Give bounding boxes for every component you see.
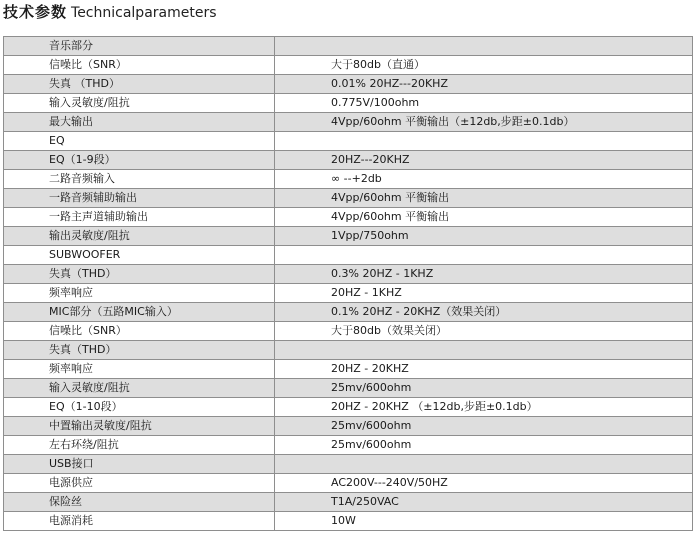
param-label: 信噪比（SNR） bbox=[4, 322, 275, 341]
table-row bbox=[4, 360, 693, 379]
parameters-table-body bbox=[4, 37, 693, 531]
param-label: SUBWOOFER bbox=[4, 246, 275, 265]
table-row bbox=[4, 303, 693, 322]
param-label: 信噪比（SNR） bbox=[4, 56, 275, 75]
param-label: 最大输出 bbox=[4, 113, 275, 132]
table-row bbox=[4, 37, 693, 56]
param-value bbox=[275, 341, 693, 360]
param-label: 中置输出灵敏度/阻抗 bbox=[4, 417, 275, 436]
page-header bbox=[0, 0, 695, 34]
param-label: EQ（1-10段） bbox=[4, 398, 275, 417]
table-row bbox=[4, 398, 693, 417]
param-label: 频率响应 bbox=[4, 360, 275, 379]
param-label: 电源消耗 bbox=[4, 512, 275, 531]
table-row bbox=[4, 208, 693, 227]
param-value: 0.3% 20HZ - 1KHZ bbox=[275, 265, 693, 284]
param-value: AC200V---240V/50HZ bbox=[275, 474, 693, 493]
param-label: 失真 （THD） bbox=[4, 75, 275, 94]
param-label: 失真（THD） bbox=[4, 265, 275, 284]
param-label: EQ（1-9段） bbox=[4, 151, 275, 170]
table-row bbox=[4, 455, 693, 474]
table-row bbox=[4, 436, 693, 455]
table-row bbox=[4, 94, 693, 113]
param-value: 大于80db（效果关闭） bbox=[275, 322, 693, 341]
param-value bbox=[275, 37, 693, 56]
param-label: EQ bbox=[4, 132, 275, 151]
param-label: 一路音频辅助输出 bbox=[4, 189, 275, 208]
param-label: MIC部分（五路MIC输入） bbox=[4, 303, 275, 322]
param-label: 输入灵敏度/阻抗 bbox=[4, 379, 275, 398]
param-label: 电源供应 bbox=[4, 474, 275, 493]
param-label: 输入灵敏度/阻抗 bbox=[4, 94, 275, 113]
param-value: 1Vpp/750ohm bbox=[275, 227, 693, 246]
param-value: 25mv/600ohm bbox=[275, 379, 693, 398]
param-value: 4Vpp/60ohm 平衡输出（±12db,步距±0.1db） bbox=[275, 113, 693, 132]
page-title bbox=[3, 1, 217, 22]
table-row bbox=[4, 474, 693, 493]
param-label: 二路音频输入 bbox=[4, 170, 275, 189]
table-row bbox=[4, 189, 693, 208]
param-value: 0.1% 20HZ - 20KHZ（效果关闭） bbox=[275, 303, 693, 322]
table-row bbox=[4, 75, 693, 94]
param-value: 25mv/600ohm bbox=[275, 436, 693, 455]
table-row bbox=[4, 341, 693, 360]
param-value: 0.01% 20HZ---20KHZ bbox=[275, 75, 693, 94]
param-label: 一路主声道辅助输出 bbox=[4, 208, 275, 227]
title-english: Technicalparameters bbox=[71, 5, 217, 21]
param-value: 20HZ - 20KHZ bbox=[275, 360, 693, 379]
param-label: USB接口 bbox=[4, 455, 275, 474]
param-label: 左右环绕/阻抗 bbox=[4, 436, 275, 455]
param-label: 失真（THD） bbox=[4, 341, 275, 360]
table-row bbox=[4, 417, 693, 436]
param-value bbox=[275, 246, 693, 265]
param-value: 4Vpp/60ohm 平衡输出 bbox=[275, 189, 693, 208]
table-row bbox=[4, 151, 693, 170]
table-row bbox=[4, 493, 693, 512]
param-label: 频率响应 bbox=[4, 284, 275, 303]
param-label: 输出灵敏度/阻抗 bbox=[4, 227, 275, 246]
table-row bbox=[4, 379, 693, 398]
table-row bbox=[4, 170, 693, 189]
param-value: 20HZ - 1KHZ bbox=[275, 284, 693, 303]
table-row bbox=[4, 284, 693, 303]
table-row bbox=[4, 265, 693, 284]
table-row bbox=[4, 322, 693, 341]
param-value: 大于80db（直通） bbox=[275, 56, 693, 75]
parameters-table bbox=[3, 36, 693, 531]
param-value: 0.775V/100ohm bbox=[275, 94, 693, 113]
param-value: 25mv/600ohm bbox=[275, 417, 693, 436]
param-value bbox=[275, 455, 693, 474]
table-row bbox=[4, 512, 693, 531]
table-row bbox=[4, 132, 693, 151]
table-row bbox=[4, 56, 693, 75]
table-row bbox=[4, 246, 693, 265]
param-value: T1A/250VAC bbox=[275, 493, 693, 512]
param-value: 20HZ - 20KHZ （±12db,步距±0.1db） bbox=[275, 398, 693, 417]
table-row bbox=[4, 113, 693, 132]
param-value bbox=[275, 132, 693, 151]
table-row bbox=[4, 227, 693, 246]
param-value: 4Vpp/60ohm 平衡输出 bbox=[275, 208, 693, 227]
title-chinese: 技术参数 bbox=[3, 3, 68, 21]
param-value: 20HZ---20KHZ bbox=[275, 151, 693, 170]
param-label: 音乐部分 bbox=[4, 37, 275, 56]
param-value: 10W bbox=[275, 512, 693, 531]
param-label: 保险丝 bbox=[4, 493, 275, 512]
param-value: ∞ --+2db bbox=[275, 170, 693, 189]
